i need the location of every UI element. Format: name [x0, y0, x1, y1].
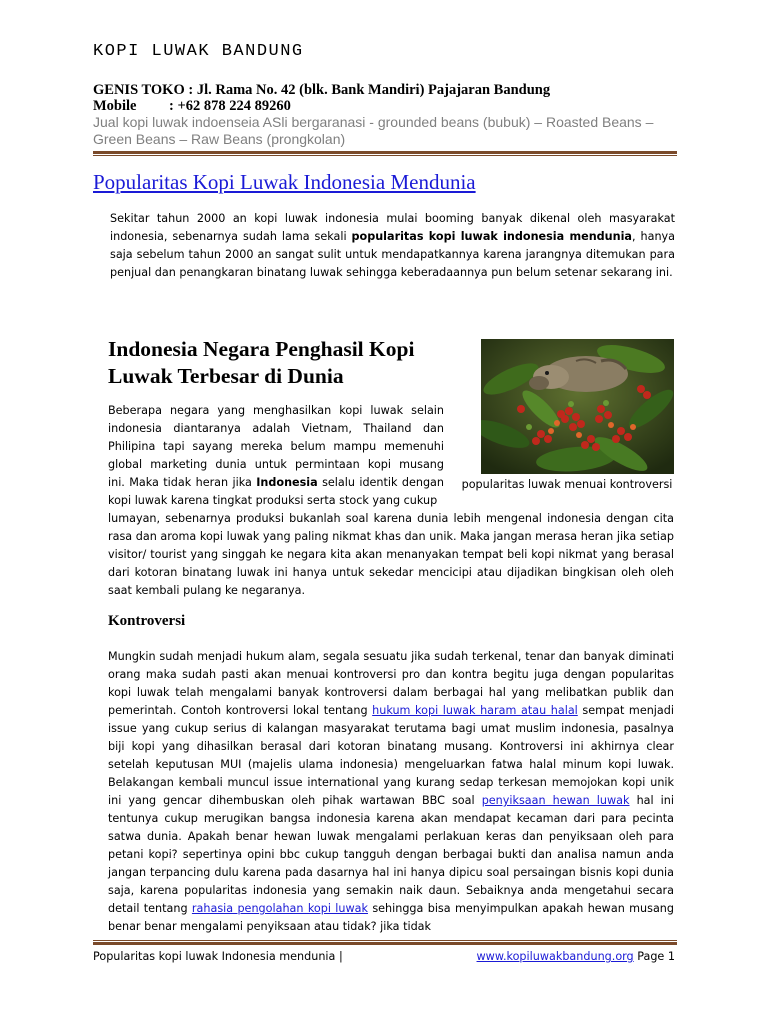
- link-rahasia-pengolahan[interactable]: rahasia pengolahan kopi luwak: [191, 902, 368, 915]
- paragraph-line: global marketing dunia untuk permintaan kopi musang: [108, 458, 444, 471]
- kontro-text-2: sempat menjadi issue yang cukup serius di kalangan masyarakat terutama bagi umat muslim indonesia, pasalnya biji kopi yang dihasilkan berasal dari kotoran binatang musang. Kontroversi ini akhirnya clear setelah keputusan MUI (majelis ulama indonesia) mengeluarkan fatwa halal minum kopi luwak. Belakangan kembali muncul issue international yang kurang sedap terkesan memojokan kopi unik ini yang gencar dihembuskan oleh pihak wartawan BBC soal: [108, 704, 674, 807]
- site-title: KOPI LUWAK BANDUNG: [93, 42, 304, 61]
- paragraph-line: Beberapa negara yang menghasilkan kopi luwak selain: [108, 404, 444, 417]
- page-number: Page 1: [633, 950, 675, 963]
- tagline: Jual kopi luwak indoenseia ASli bergaranasi - grounded beans (bubuk) – Roasted Beans – Green Beans – Raw Beans (prongkolan): [93, 114, 654, 147]
- paragraph-line: ini. Maka tidak heran jika Indonesia selalu identik dengan: [108, 476, 445, 489]
- mobile-line: [93, 98, 291, 115]
- header-divider: [93, 151, 677, 156]
- paragraph-line: indonesia diantaranya adalah Vietnam, Thailand dan: [108, 422, 444, 435]
- footer-title: Popularitas kopi luwak Indonesia mendunia |: [93, 950, 343, 963]
- footer-divider: [93, 940, 677, 945]
- kontro-text-1: Mungkin sudah menjadi hukum alam, segala sesuatu jika sudah terkenal, tenar dan banyak diminati orang maka sudah pasti akan menuai kontroversi pro dan kontra begitu juga dengan popularitas kopi luwak telah mengalami banyak kontroversi dalam berbagai hal yang melibatkan publik dan pemerintah. Contoh kontroversi lokal tentang: [108, 650, 674, 717]
- paragraph-line: kopi luwak karena tingkat produksi serta stock yang cukup: [108, 494, 438, 507]
- luwak-photo: [481, 339, 674, 474]
- luwak-illustration: [481, 339, 674, 474]
- full-width-paragraph: lumayan, sebenarnya produksi bukanlah soal karena dunia lebih mengenal indonesia dengan cita rasa dan aroma kopi luwak yang paling nikmat khas dan unik. Maka jangan merasa heran jika setiap visitor/ tourist yang singgah ke negara kita akan menanyakan tempat beli kopi nikmat yang berasal dari kotoran binatang luwak ini hanya untuk sekedar mencicipi atau dijadikan bingkisan oleh oleh saat kembali pulang ke negaranya.: [108, 512, 674, 597]
- section-heading: Indonesia Negara Penghasil Kopi Luwak Terbesar di Dunia: [108, 337, 415, 388]
- footer-right: [477, 950, 675, 963]
- intro-bold: popularitas kopi luwak indonesia mendunia: [351, 230, 632, 243]
- intro-text-b: , hanya saja sebelum tahun 2000 an sangat sulit untuk mendapatkannya karena jarangnya ditemukan para penjual dan penangkaran binatang luwak sehingga keberadaannya pun belum setenar sekarang ini.: [110, 230, 676, 279]
- mobile-label: Mobile: [93, 98, 137, 114]
- image-caption: popularitas luwak menuai kontroversi: [461, 478, 673, 491]
- article-title[interactable]: Popularitas Kopi Luwak Indonesia Mendunia: [93, 170, 476, 194]
- mobile-number: : +62 878 224 89260: [169, 98, 291, 114]
- kontro-text-3: hal ini tentunya cukup merugikan bangsa indonesia karena akan mendapat kecaman dari para pecinta satwa dunia. Apakah benar hewan luwak mengalami perlakuan keras dan penyiksaan oleh para petani kopi? sepertinya opini bbc cukup tangguh dengan berbagai bukti dan analisa namun anda jangan terpancing dulu karena pada dasarnya hal ini hanya dipicu soal persaingan bisnis kopi dunia saja, karena popularitas indonesia yang semakin naik daun. Sebaiknya anda mengetahui secara detail tentang: [108, 794, 674, 915]
- footer-url-link[interactable]: www.kopiluwakbandung.org: [476, 950, 634, 963]
- link-hukum-kopi-luwak[interactable]: hukum kopi luwak haram atau halal: [372, 704, 578, 717]
- left-column-paragraph: [108, 402, 444, 510]
- kontro-text-4: sehingga bisa menyimpulkan apakah hewan musang benar benar mengalami penyiksaan atau tidak? jika tidak: [108, 902, 674, 933]
- link-penyiksaan-hewan-luwak[interactable]: penyiksaan hewan luwak: [481, 794, 630, 807]
- intro-text-a: Sekitar tahun 2000 an kopi luwak indonesia mulai booming banyak dikenal oleh masyarakat indonesia, sebenarnya sudah lama sekali: [110, 212, 675, 243]
- paragraph-line: Philipina tapi sayang mereka belum mampu memenuhi: [108, 440, 444, 453]
- intro-paragraph: [110, 210, 675, 282]
- kontroversi-paragraph: [108, 648, 674, 936]
- shop-address: GENIS TOKO : Jl. Rama No. 42 (blk. Bank Mandiri) Pajajaran Bandung: [93, 82, 551, 98]
- subheading-kontroversi: Kontroversi: [108, 613, 186, 629]
